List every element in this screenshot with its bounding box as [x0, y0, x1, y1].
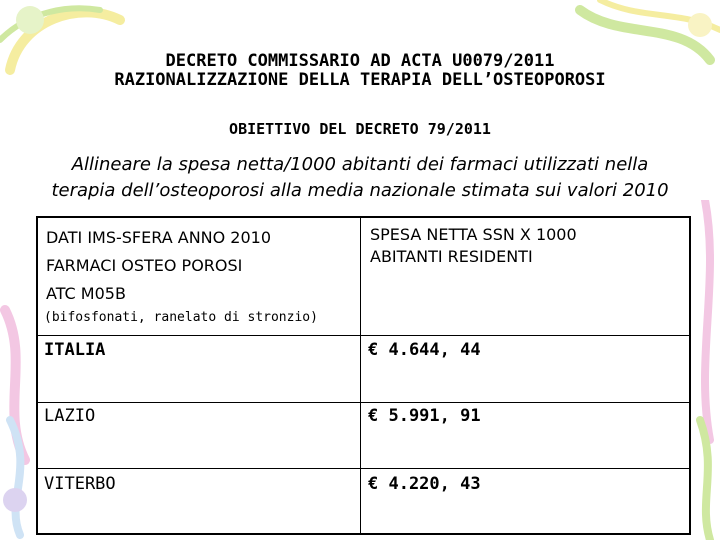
header-left: [46, 224, 351, 308]
header-left-line-3: ATC M05B: [46, 284, 126, 303]
page-title: [0, 52, 720, 90]
table-row-divider: [38, 335, 689, 336]
row-area-lazio: LAZIO: [44, 406, 96, 426]
header-right: [370, 224, 680, 268]
header-right-line-1: SPESA NETTA SSN X 1000: [370, 225, 577, 244]
header-right-line-2: ABITANTI RESIDENTI: [370, 247, 533, 266]
header-left-note: (bifosfonati, ranelato di stronzio): [44, 310, 318, 325]
table-row-divider: [38, 468, 689, 469]
objective-line-1: Allineare la spesa netta/1000 abitanti dei farmaci utilizzati nella: [71, 154, 649, 175]
row-value-italia: € 4.644, 44: [368, 340, 481, 360]
subtitle: OBIETTIVO DEL DECRETO 79/2011: [229, 120, 491, 138]
table-row-divider: [38, 402, 689, 403]
header-left-line-1: DATI IMS-SFERA ANNO 2010: [46, 228, 272, 247]
data-table: [36, 216, 691, 535]
row-area-viterbo: VITERBO: [44, 474, 116, 494]
row-area-italia: ITALIA: [44, 340, 106, 360]
title-line-1: DECRETO COMMISSARIO AD ACTA U0079/2011: [165, 51, 555, 71]
row-value-lazio: € 5.991, 91: [368, 406, 481, 426]
header-left-line-2: FARMACI OSTEO POROSI: [46, 256, 243, 275]
table-column-divider: [360, 218, 361, 533]
objective-line-2: terapia dell’osteoporosi alla media nazionale stimata sui valori 2010: [51, 180, 669, 201]
title-line-2: RAZIONALIZZAZIONE DELLA TERAPIA DELL’OSTEOPOROSI: [114, 70, 606, 90]
objective-text: [0, 152, 720, 204]
row-value-viterbo: € 4.220, 43: [368, 474, 481, 494]
decorative-swirl-left: [0, 300, 40, 540]
decorative-swirl-right: [690, 200, 720, 540]
